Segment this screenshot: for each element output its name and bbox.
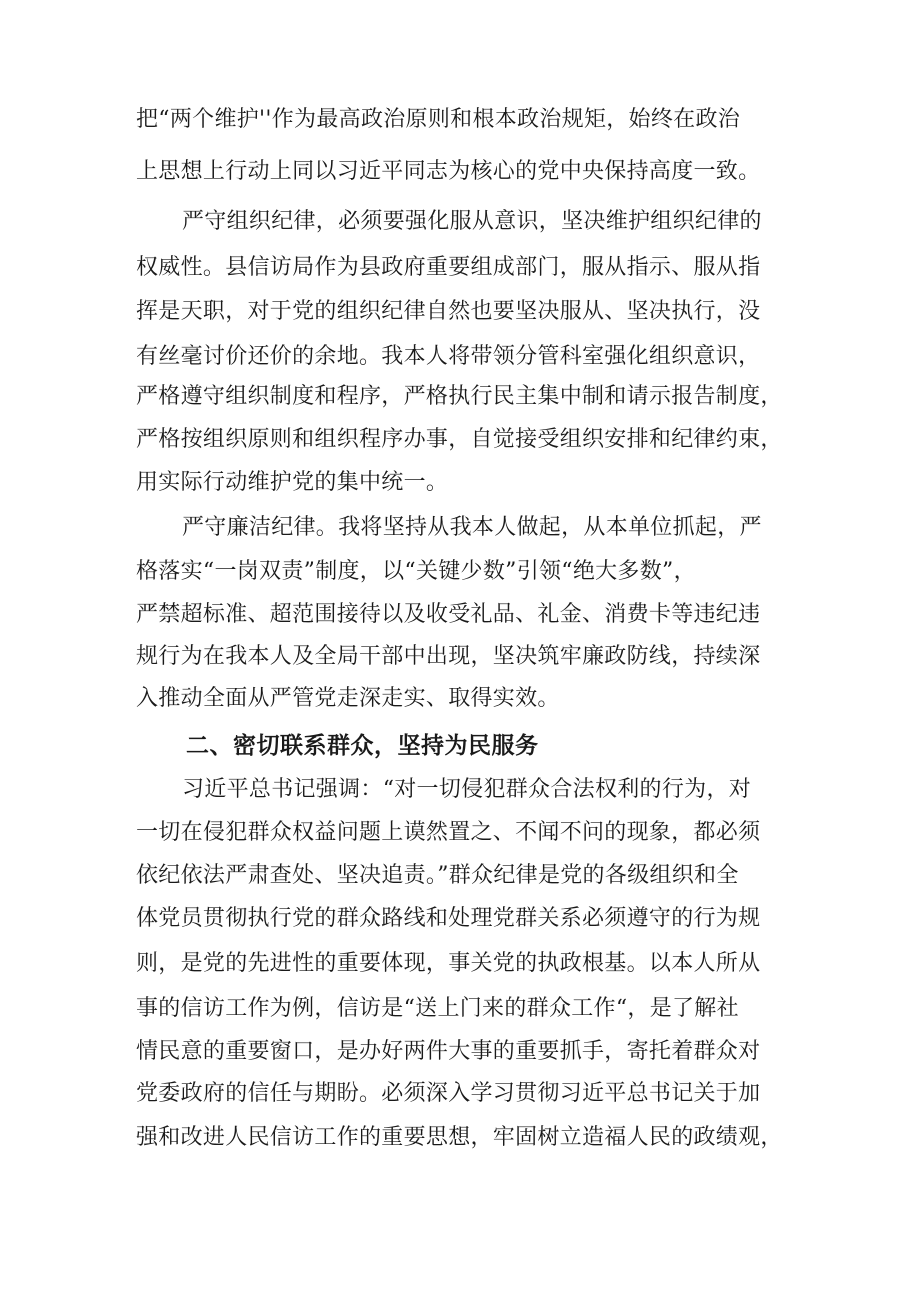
text-line: 权威性。县信访局作为县政府重要组成部门，服从指示、服从指 (136, 255, 761, 280)
text-line: 严格按组织原则和组织程序办事，自觉接受组织安排和纪律约束， (136, 427, 783, 452)
section-heading: 二、密切联系群众，坚持为民服务 (186, 733, 539, 759)
text-line: 则，是党的先进性的重要体现，事关党的执政根基。以本人所从 (136, 951, 761, 976)
text-line: 入推动全面从严管党走深走实、取得实效。 (136, 686, 560, 711)
text-line: 体党员贯彻执行党的群众路线和处理党群关系必须遵守的行为规 (136, 906, 761, 931)
text-line: 依纪依法严肃查处、坚决追责。”群众纪律是党的各级组织和全 (136, 863, 739, 888)
text-line: 上思想上行动上同以习近平同志为核心的党中央保持高度一致。 (136, 159, 761, 184)
text-line: 用实际行动维护党的集中统一。 (136, 470, 449, 495)
text-line: 情民意的重要窗口，是办好两件大事的重要抓手，寄托着群众对 (136, 1039, 761, 1064)
text-line: 把“两个维护''作为最高政治原则和根本政治规矩，始终在政治 (136, 107, 741, 132)
text-line: 严守组织纪律，必须要强化服从意识，坚决维护组织纪律的 (182, 209, 762, 234)
text-line: 习近平总书记强调：“对一切侵犯群众合法权利的行为，对 (182, 777, 752, 802)
text-line: 挥是天职，对于党的组织纪律自然也要坚决服从、坚决执行，没 (136, 299, 761, 324)
text-line: 有丝毫讨价还价的余地。我本人将带领分管科室强化组织意识， (136, 344, 761, 369)
text-line: 规行为在我本人及全局干部中出现，坚决筑牢廉政防线，持续深 (136, 644, 761, 669)
text-line: 强和改进人民信访工作的重要思想，牢固树立造福人民的政绩观， (136, 1125, 783, 1150)
text-line: 一切在侵犯群众权益问题上谟然置之、不闻不问的现象，都必须 (136, 820, 761, 845)
text-line: 严守廉洁纪律。我将坚持从我本人做起，从本单位抓起，严 (182, 515, 762, 540)
text-line: 格落实“一岗双责”制度，以“关键少数”引领“绝大多数”， (136, 559, 696, 584)
text-line: 严禁超标准、超范围接待以及收受礼品、礼金、消费卡等违纪违 (136, 602, 761, 627)
text-line: 事的信访工作为例，信访是“送上门来的群众工作“，是了解社 (136, 996, 739, 1021)
text-line: 党委政府的信任与期盼。必须深入学习贯彻习近平总书记关于加 (136, 1081, 761, 1106)
text-line: 严格遵守组织制度和程序，严格执行民主集中制和请示报告制度， (136, 384, 783, 409)
